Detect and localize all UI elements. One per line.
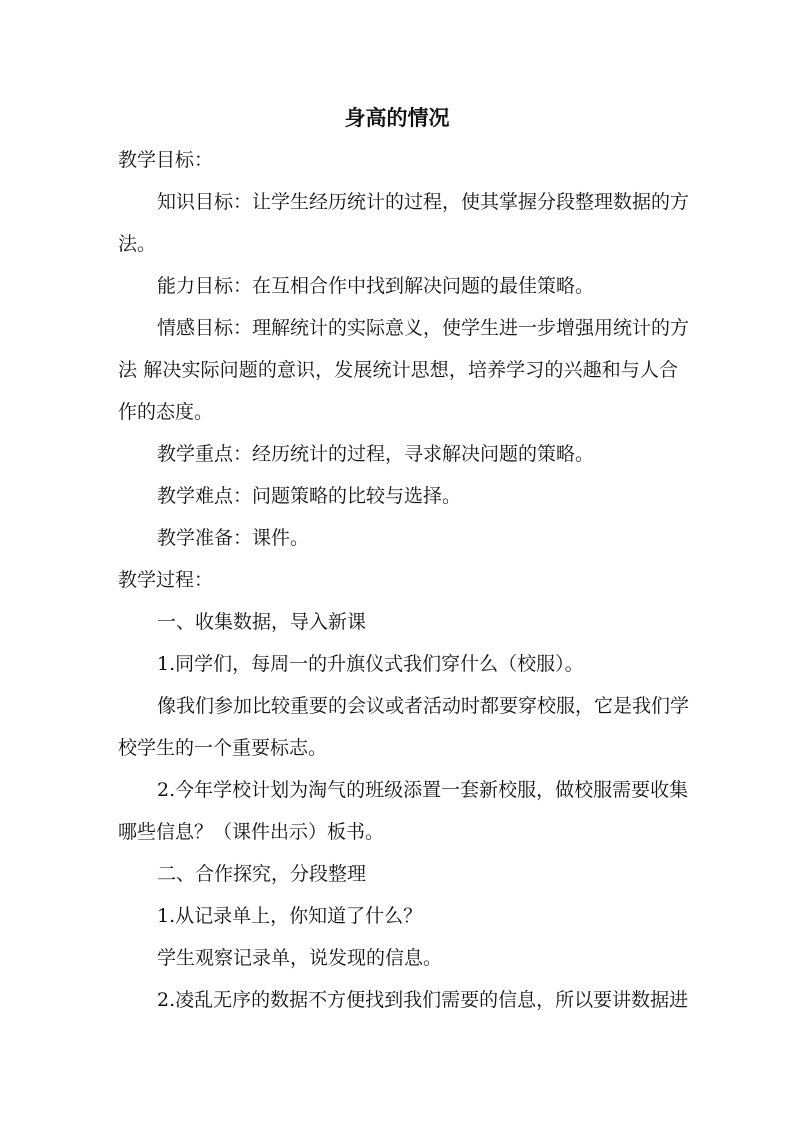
paragraph-line: 2.凌乱无序的数据不方便找到我们需要的信息，所以要讲数据进 [157,989,689,1011]
paragraph-line: 2.今年学校计划为淘气的班级添置一套新校服，做校服需要收集 [157,779,689,801]
paragraph-line: 校学生的一个重要标志。 [118,737,328,759]
paragraph-line: 情感目标：理解统计的实际意义，使学生进一步增强用统计的方 [157,317,690,339]
section-heading-objectives: 教学目标： [118,149,214,171]
subsection-heading: 一、收集数据，导入新课 [157,611,367,633]
paragraph-line: 学生观察记录单，说发现的信息。 [157,947,443,969]
paragraph-line: 能力目标：在互相合作中找到解决问题的最佳策略。 [157,275,595,297]
section-heading-process: 教学过程： [118,569,214,591]
paragraph-line: 法。 [118,233,157,255]
paragraph-line: 法 解决实际问题的意识，发展统计思想，培养学习的兴趣和与人合 [118,359,678,381]
paragraph-line: 知识目标：让学生经历统计的过程，使其掌握分段整理数据的方 [157,191,690,213]
paragraph-line: 作的态度。 [118,401,214,423]
paragraph-line: 像我们参加比较重要的会议或者活动时都要穿校服，它是我们学 [157,695,690,717]
document-title: 身高的情况 [344,105,450,130]
subsection-heading: 二、合作探究，分段整理 [157,863,367,885]
paragraph-line: 1.从记录单上，你知道了什么？ [157,905,423,927]
paragraph-line: 1.同学们，每周一的升旗仪式我们穿什么（校服）。 [157,653,584,675]
paragraph-line: 教学准备：课件。 [157,527,310,549]
paragraph-line: 哪些信息？（课件出示）板书。 [118,821,385,843]
paragraph-line: 教学难点：问题策略的比较与选择。 [157,485,462,507]
paragraph-line: 教学重点：经历统计的过程，寻求解决问题的策略。 [157,443,595,465]
